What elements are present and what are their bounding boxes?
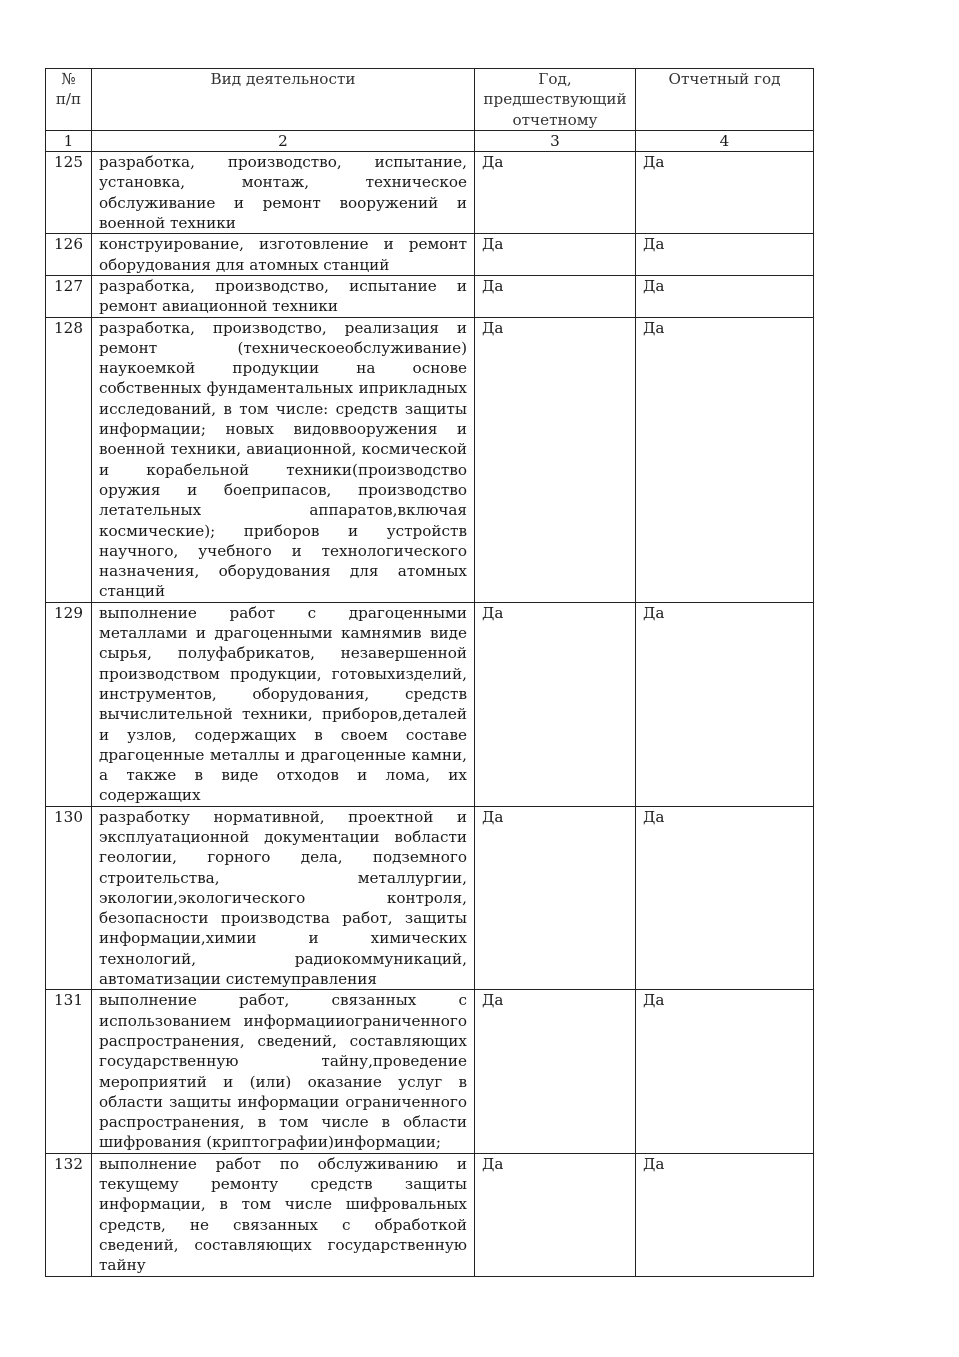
header-report-year: Отчетный год [636, 69, 814, 131]
header-activity: Вид деятельности [92, 69, 475, 131]
report-year-value: Да [636, 234, 814, 276]
previous-year-value: Да [475, 234, 636, 276]
row-number: 131 [46, 990, 92, 1153]
activity-description: разработка, производство, реализация и ремонт (техническоеобслуживание) наукоемкой продукции на основе собственных фундаментальных иприкладных исследований, в том числе: средств защиты информации; новых видоввооружения и военной техники, авиационной, космической и корабельной техники(производство оружия и боеприпасов, производство летательных аппаратов,включая космические); приборов и устройств научного, учебного и технологического назначения, оборудования для атомных станций [92, 317, 475, 602]
activity-description: выполнение работ, связанных с использованием информацииограниченного распространения, сведений, составляющих государственную тайну,проведение мероприятий и (или) оказание услуг в области защиты информации ограниченного распространения, в том числе в области шифрования (криптографии)информации; [92, 990, 475, 1153]
table-row [46, 234, 814, 276]
activity-description: разработку нормативной, проектной и эксплуатационной документации вобласти геологии, горного дела, подземного строительства, металлургии, экологии,экологического контроля, безопасности производства работ, защиты информации,химии и химических технологий, радиокоммуникаций, автоматизации системуправления [92, 806, 475, 990]
report-year-value: Да [636, 275, 814, 317]
previous-year-value: Да [475, 990, 636, 1153]
table-row [46, 317, 814, 602]
header-row [46, 69, 814, 131]
column-number-row [46, 130, 814, 151]
column-number-4: 4 [636, 130, 814, 151]
table-row [46, 602, 814, 806]
header-previous-year: Год, предшествующий отчетному [475, 69, 636, 131]
previous-year-value: Да [475, 152, 636, 234]
previous-year-value: Да [475, 806, 636, 990]
previous-year-value: Да [475, 317, 636, 602]
table-row [46, 152, 814, 234]
activity-description: конструирование, изготовление и ремонт оборудования для атомных станций [92, 234, 475, 276]
previous-year-value: Да [475, 275, 636, 317]
column-number-1: 1 [46, 130, 92, 151]
activity-description: разработка, производство, испытание и ремонт авиационной техники [92, 275, 475, 317]
table-row [46, 275, 814, 317]
report-year-value: Да [636, 602, 814, 806]
row-number: 129 [46, 602, 92, 806]
column-number-3: 3 [475, 130, 636, 151]
activities-table [45, 68, 814, 1277]
row-number: 127 [46, 275, 92, 317]
activity-description: выполнение работ по обслуживанию и текущему ремонту средств защиты информации, в том числе шифровальных средств, не связанных с обработкой сведений, составляющих государственную тайну [92, 1153, 475, 1276]
row-number: 126 [46, 234, 92, 276]
previous-year-value: Да [475, 602, 636, 806]
report-year-value: Да [636, 1153, 814, 1276]
header-number: № п/п [46, 69, 92, 131]
row-number: 125 [46, 152, 92, 234]
report-year-value: Да [636, 990, 814, 1153]
report-year-value: Да [636, 806, 814, 990]
previous-year-value: Да [475, 1153, 636, 1276]
activity-description: выполнение работ с драгоценными металлами и драгоценными камнямив виде сырья, полуфабрикатов, незавершенной производством продукции, готовыхизделий, инструментов, оборудования, средств вычислительной техники, приборов,деталей и узлов, содержащих в своем составе драгоценные металлы и драгоценные камни, а также в виде отходов и лома, их содержащих [92, 602, 475, 806]
activity-description: разработка, производство, испытание, установка, монтаж, техническое обслуживание и ремонт вооружений и военной техники [92, 152, 475, 234]
table-row [46, 990, 814, 1153]
report-year-value: Да [636, 317, 814, 602]
report-year-value: Да [636, 152, 814, 234]
row-number: 132 [46, 1153, 92, 1276]
row-number: 130 [46, 806, 92, 990]
column-number-2: 2 [92, 130, 475, 151]
table-row [46, 1153, 814, 1276]
row-number: 128 [46, 317, 92, 602]
table-row [46, 806, 814, 990]
